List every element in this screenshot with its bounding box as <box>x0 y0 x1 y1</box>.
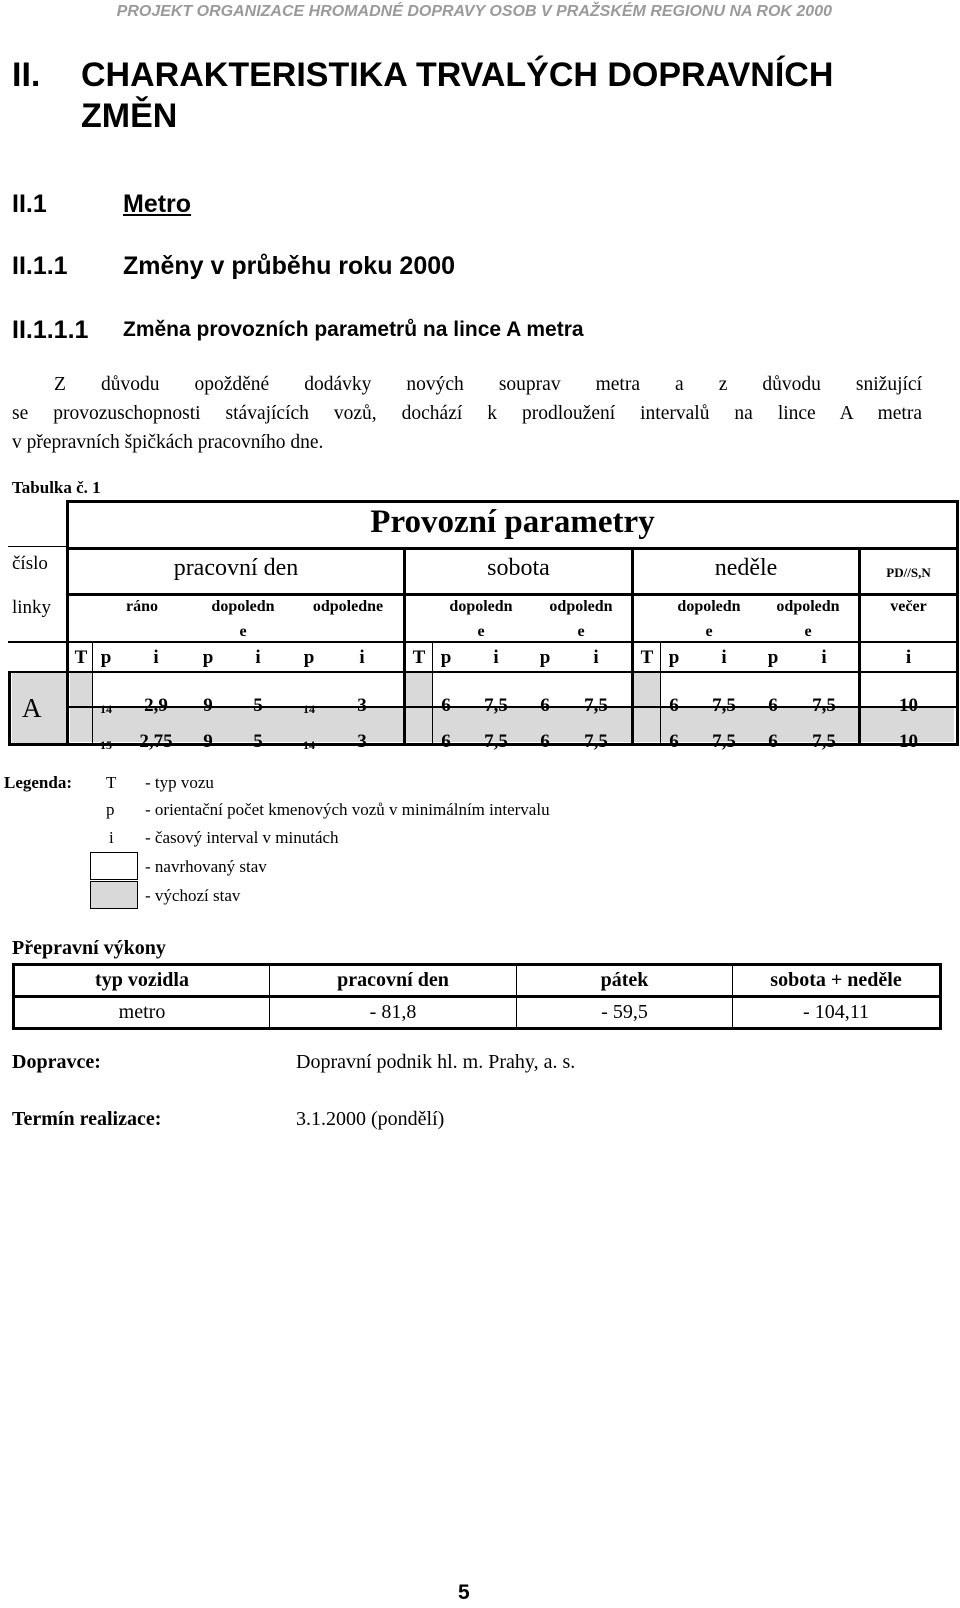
col-label: i <box>359 647 365 668</box>
legend-symbol: p <box>106 800 115 819</box>
row-new-cell: 14 <box>100 702 112 716</box>
row-new-cell: 14 <box>303 702 315 716</box>
period-odp3: odpoledn <box>776 598 840 615</box>
carrier-label: Dopravce: <box>12 1051 101 1073</box>
col-label: i <box>905 647 912 668</box>
subsubsection-number: II.1.1 <box>12 252 68 280</box>
row-old-cell: 15 <box>100 738 112 752</box>
paragraph-title: Změna provozních parametrů na lince A metra <box>123 318 584 341</box>
row-old-cell: 6 <box>669 731 679 752</box>
gray-t2 <box>404 672 432 706</box>
row-old-cell: 6 <box>441 731 451 752</box>
performance-cell: metro <box>14 997 270 1029</box>
legend-text: - výchozí stav <box>145 886 241 905</box>
row-old-cell: 6 <box>768 731 778 752</box>
date-value: 3.1.2000 (pondělí) <box>296 1108 445 1130</box>
section-title-line2: ZMĚN <box>81 97 178 135</box>
row-old-cell: 7,5 <box>484 731 508 752</box>
row-new-cell: 3 <box>357 695 367 716</box>
period-dop3: dopoledn <box>677 598 741 615</box>
date-label: Termín realizace: <box>12 1108 162 1130</box>
legend-text: - časový interval v minutách <box>145 828 339 847</box>
col-label: i <box>593 647 599 668</box>
page-number: 5 <box>458 1581 470 1604</box>
row-old-cell: 2,75 <box>139 731 173 752</box>
period-dop2-end: e <box>477 623 485 640</box>
legend-text: - orientační počet kmenových vozů v minimálním intervalu <box>145 800 550 819</box>
col-label: T <box>640 647 654 668</box>
row-new-cell: 5 <box>253 695 263 716</box>
period-dop1-end: e <box>239 623 247 640</box>
header-cislo: číslo <box>12 553 48 574</box>
col-label: p <box>303 647 315 668</box>
col-label: p <box>767 647 779 668</box>
col-label: i <box>493 647 499 668</box>
section-number: II. <box>12 56 41 94</box>
body-paragraph <box>12 370 922 457</box>
row-new-cell: 10 <box>899 695 918 716</box>
period-rano: ráno <box>126 598 158 615</box>
col-label: T <box>74 647 88 668</box>
row-old-cell: 7,5 <box>712 731 736 752</box>
period-odp2-end: e <box>577 623 585 640</box>
legend-label: Legenda: <box>4 773 72 792</box>
performance-cell: - 59,5 <box>517 997 733 1029</box>
col-label: p <box>100 647 112 668</box>
group-nedele: neděle <box>714 555 778 581</box>
row-old-cell: 6 <box>540 731 550 752</box>
row-old-cell: 10 <box>899 731 918 752</box>
legend-text: - typ vozu <box>145 773 214 792</box>
col-label: p <box>539 647 551 668</box>
col-label: i <box>153 647 159 668</box>
col-label: T <box>412 647 426 668</box>
period-odp1: odpoledne <box>312 598 384 615</box>
section-title-line1: CHARAKTERISTIKA TRVALÝCH DOPRAVNÍCH <box>81 56 834 94</box>
col-label: i <box>821 647 827 668</box>
legend-swatch-old <box>90 881 138 909</box>
paragraph-number: II.1.1.1 <box>12 316 89 344</box>
col-label: p <box>202 647 214 668</box>
performance-cell: - 104,11 <box>733 997 941 1029</box>
row-new-cell: 9 <box>203 695 213 716</box>
body-line-1: Z důvodu opožděné dodávky nových souprav metra a z důvodu snižující <box>54 374 922 395</box>
col-label: p <box>440 647 452 668</box>
row-new-cell: 2,9 <box>144 695 168 716</box>
col-label: i <box>255 647 261 668</box>
period-vecer: večer <box>890 598 927 615</box>
body-line-3: v přepravních špičkách pracovního dne. <box>12 432 324 453</box>
row-old-cell: 9 <box>203 731 213 752</box>
subsection-number: II.1 <box>12 190 47 218</box>
legend-swatch-new <box>90 852 138 880</box>
group-pds: PD//S,N <box>886 565 931 580</box>
period-odp2: odpoledn <box>549 598 613 615</box>
row-new-cell: 7,5 <box>484 695 508 716</box>
row-new-cell: 6 <box>669 695 679 716</box>
period-dop3-end: e <box>705 623 713 640</box>
subsubsection-title: Změny v průběhu roku 2000 <box>123 252 456 280</box>
performance-header: typ vozidla <box>14 965 270 997</box>
row-old-cell: 3 <box>357 731 367 752</box>
running-header: PROJEKT ORGANIZACE HROMADNÉ DOPRAVY OSOB V PRAŽSKÉM REGIONU NA ROK 2000 <box>116 3 832 20</box>
gray-t1 <box>70 672 92 706</box>
table-caption: Tabulka č. 1 <box>12 478 101 497</box>
legend-symbol: T <box>106 773 117 792</box>
col-label: i <box>721 647 727 668</box>
performance-table <box>12 963 942 1030</box>
line-label-a: A <box>22 693 42 723</box>
performance-header: pracovní den <box>270 965 517 997</box>
period-dop1: dopoledn <box>211 598 275 615</box>
row-old-cell: 5 <box>253 731 263 752</box>
table-title: Provozní parametry <box>370 504 655 540</box>
row-new-cell: 6 <box>540 695 550 716</box>
row-new-cell: 7,5 <box>712 695 736 716</box>
row-new-cell: 7,5 <box>812 695 836 716</box>
row-new-cell: 7,5 <box>584 695 608 716</box>
legend-text: - navrhovaný stav <box>145 857 267 876</box>
group-pracovni-den: pracovní den <box>173 555 299 581</box>
group-sobota: sobota <box>487 555 550 581</box>
carrier-value: Dopravní podnik hl. m. Prahy, a. s. <box>296 1051 576 1073</box>
col-label: p <box>668 647 680 668</box>
row-new-cell: 6 <box>441 695 451 716</box>
legend-symbol: i <box>109 828 114 847</box>
performance-header: pátek <box>517 965 733 997</box>
gray-t3 <box>632 672 660 706</box>
performance-cell: - 81,8 <box>270 997 517 1029</box>
row-new-cell: 6 <box>768 695 778 716</box>
period-odp3-end: e <box>804 623 812 640</box>
row-old-cell: 7,5 <box>812 731 836 752</box>
performance-heading: Přepravní výkony <box>12 937 166 959</box>
subsection-title: Metro <box>123 190 192 218</box>
body-line-2: se provozuschopnosti stávajících vozů, dochází k prodloužení intervalů na lince A metra <box>12 403 922 424</box>
header-linky: linky <box>12 597 52 618</box>
performance-header: sobota + neděle <box>733 965 941 997</box>
period-dop2: dopoledn <box>449 598 513 615</box>
row-old-cell: 14 <box>303 738 315 752</box>
row-old-cell: 7,5 <box>584 731 608 752</box>
